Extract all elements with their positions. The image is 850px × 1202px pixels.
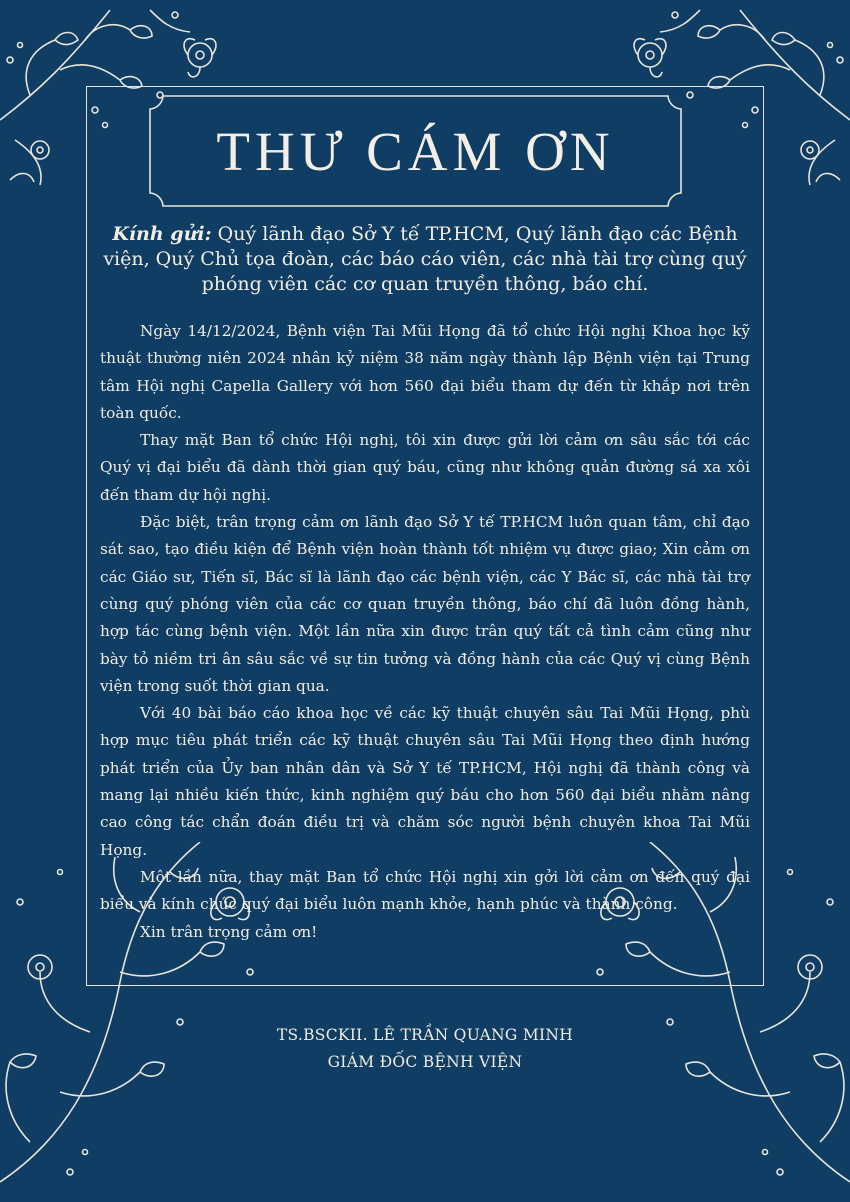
salutation	[100, 222, 750, 297]
title-box	[149, 95, 682, 207]
body-paragraph: Với 40 bài báo cáo khoa học về các kỹ thuật chuyên sâu Tai Mũi Họng, phù hợp mục tiêu phát triển các kỹ thuật chuyên sâu Tai Mũi Họng theo định hướng phát triển của Ủy ban nhân dân và Sở Y tế TP.HCM, Hội nghị đã thành công và mang lại nhiều kiến thức, kinh nghiệm quý báu cho hơn 560 đại biểu nhằm nâng cao công tác chẩn đoán điều trị và chăm sóc người bệnh chuyên khoa Tai Mũi Họng.	[100, 704, 750, 859]
letter-title: THƯ CÁM ƠN	[216, 120, 615, 182]
body-paragraph: Thay mặt Ban tổ chức Hội nghị, tôi xin được gửi lời cảm ơn sâu sắc tới các Quý vị đại biểu đã dành thời gian quý báu, cũng như không quản đường sá xa xôi đến tham dự hội nghị.	[100, 431, 750, 504]
letter-body	[100, 318, 750, 946]
signature-title: GIÁM ĐỐC BỆNH VIỆN	[327, 1053, 523, 1071]
body-paragraph: Đặc biệt, trân trọng cảm ơn lãnh đạo Sở Y tế TP.HCM luôn quan tâm, chỉ đạo sát sao, tạo điều kiện để Bệnh viện hoàn thành tốt nhiệm vụ được giao; Xin cảm ơn các Giáo sư, Tiến sĩ, Bác sĩ là lãnh đạo các bệnh viện, các Y Bác sĩ, các nhà tài trợ cùng quý phóng viên của các cơ quan truyền thông, báo chí đã luôn đồng hành, hợp tác cùng bệnh viện. Một lần nữa xin được trân quý tất cả tình cảm cũng như bày tỏ niềm tri ân sâu sắc về sự tin tưởng và đồng hành của các Quý vị cùng Bệnh viện trong suốt thời gian qua.	[100, 513, 750, 695]
body-paragraph: Một lần nữa, thay mặt Ban tổ chức Hội nghị xin gởi lời cảm ơn đến quý đại biểu và kính chúc quý đại biểu luôn mạnh khỏe, hạnh phúc và thành công.	[100, 867, 750, 914]
signature-name: TS.BSCKII. LÊ TRẦN QUANG MINH	[276, 1026, 574, 1044]
closing-line: Xin trân trọng cảm ơn!	[140, 922, 318, 941]
salutation-text: Quý lãnh đạo Sở Y tế TP.HCM, Quý lãnh đạo các Bệnh viện, Quý Chủ tọa đoàn, các báo cáo viên, các nhà tài trợ cùng quý phóng viên các cơ quan truyền thông, báo chí.	[103, 223, 747, 295]
signature-block	[0, 1022, 850, 1076]
body-paragraph: Ngày 14/12/2024, Bệnh viện Tai Mũi Họng đã tổ chức Hội nghị Khoa học kỹ thuật thường niên 2024 nhân kỷ niệm 38 năm ngày thành lập Bệnh viện tại Trung tâm Hội nghị Capella Gallery với hơn 560 đại biểu tham dự đến từ khắp nơi trên toàn quốc.	[100, 322, 750, 422]
salutation-label: Kính gửi:	[112, 223, 212, 245]
